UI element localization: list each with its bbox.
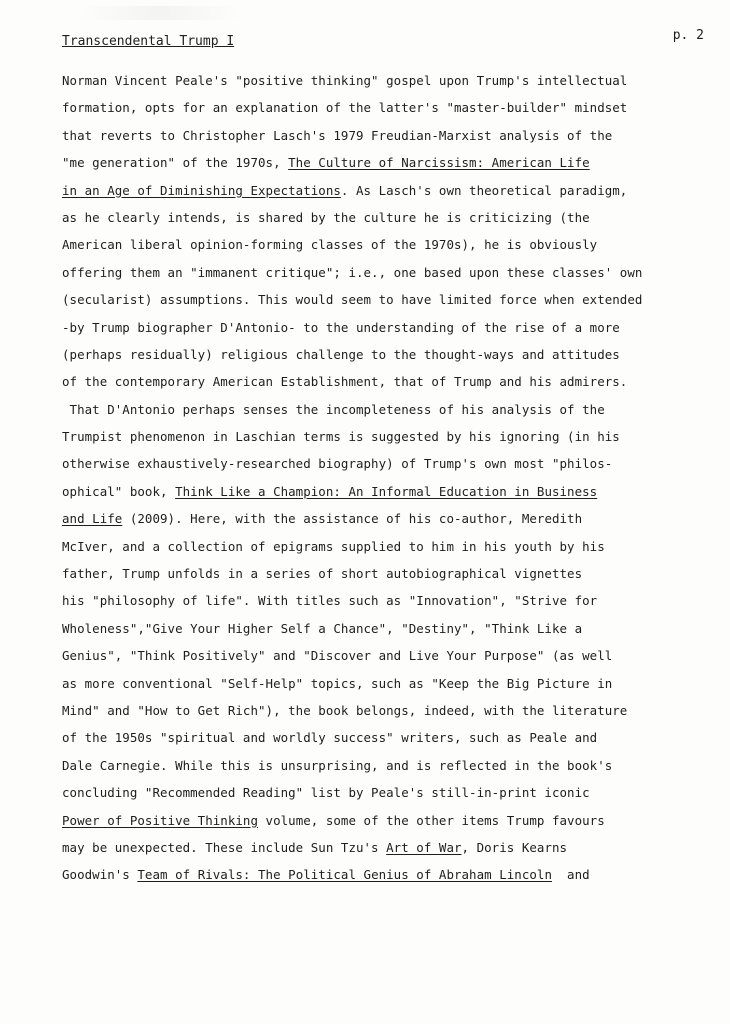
text-line bbox=[62, 538, 730, 565]
text-segment: as he clearly intends, is shared by the culture he is criticizing (the bbox=[62, 209, 590, 225]
text-segment: Genius", "Think Positively" and "Discover and Live Your Purpose" (as well bbox=[62, 648, 613, 664]
text-segment: Dale Carnegie. While this is unsurprising, and is reflected in the book's bbox=[62, 757, 613, 773]
text-segment: "me generation" of the 1970s, bbox=[62, 155, 289, 171]
page-number: p. 2 bbox=[672, 28, 704, 43]
page-header bbox=[62, 28, 712, 54]
text-line bbox=[62, 620, 730, 647]
text-segment: that reverts to Christopher Lasch's 1979 Freudian-Marxist analysis of the bbox=[62, 127, 613, 143]
text-segment: Goodwin's bbox=[62, 867, 138, 883]
text-segment: volume, some of the other items Trump favours bbox=[258, 812, 605, 828]
text-line bbox=[62, 812, 730, 839]
text-line bbox=[62, 565, 730, 592]
underlined-title: in an Age of Diminishing Expectations bbox=[62, 182, 341, 198]
text-segment: and bbox=[551, 867, 590, 883]
text-segment: otherwise exhaustively-researched biography) of Trump's own most "philos- bbox=[62, 456, 613, 472]
text-line bbox=[62, 866, 730, 893]
text-line bbox=[62, 182, 730, 209]
underlined-title: Think Like a Champion: An Informal Education in Business bbox=[175, 483, 598, 499]
text-segment: (2009). Here, with the assistance of his co-author, Meredith bbox=[122, 511, 583, 527]
underlined-title: Power of Positive Thinking bbox=[62, 812, 258, 828]
scan-smudge bbox=[80, 6, 240, 20]
text-segment: Trumpist phenomenon in Laschian terms is suggested by his ignoring (in his bbox=[62, 429, 620, 445]
text-line bbox=[62, 455, 730, 482]
text-line bbox=[62, 428, 730, 455]
text-line bbox=[62, 319, 730, 346]
underlined-title: The Culture of Narcissism: American Life bbox=[288, 155, 590, 171]
text-segment: -by Trump biographer D'Antonio- to the understanding of the rise of a more bbox=[62, 319, 620, 335]
text-segment: (perhaps residually) religious challenge to the thought-ways and attitudes bbox=[62, 346, 620, 362]
text-line bbox=[62, 127, 730, 154]
text-segment: may be unexpected. These include Sun Tzu's bbox=[62, 839, 387, 855]
text-line bbox=[62, 209, 730, 236]
text-segment: American liberal opinion-forming classes of the 1970s), he is obviously bbox=[62, 237, 598, 253]
text-segment: his "philosophy of life". With titles such as "Innovation", "Strive for bbox=[62, 593, 598, 609]
text-line bbox=[62, 483, 730, 510]
underlined-title: Team of Rivals: The Political Genius of Abraham Lincoln bbox=[137, 867, 552, 883]
text-segment: Norman Vincent Peale's "positive thinking" gospel upon Trump's intellectual bbox=[62, 73, 628, 88]
text-line bbox=[62, 647, 730, 674]
text-segment: father, Trump unfolds in a series of short autobiographical vignettes bbox=[62, 566, 583, 582]
text-line bbox=[62, 401, 730, 428]
text-line bbox=[62, 757, 730, 784]
text-line bbox=[62, 291, 730, 318]
text-segment: . As Lasch's own theoretical paradigm, bbox=[340, 182, 628, 198]
text-segment: ophical" book, bbox=[62, 483, 176, 499]
text-line bbox=[62, 72, 730, 99]
body-text bbox=[62, 72, 730, 894]
text-segment: Wholeness","Give Your Higher Self a Chance", "Destiny", "Think Like a bbox=[62, 620, 583, 636]
text-segment: offering them an "immanent critique"; i.e., one based upon these classes' own bbox=[62, 264, 643, 280]
text-line bbox=[62, 729, 730, 756]
text-segment: concluding "Recommended Reading" list by Peale's still-in-print iconic bbox=[62, 785, 590, 801]
text-line bbox=[62, 784, 730, 811]
text-line bbox=[62, 592, 730, 619]
text-line bbox=[62, 346, 730, 373]
text-segment: of the contemporary American Establishment, that of Trump and his admirers. bbox=[62, 374, 628, 390]
text-line bbox=[62, 264, 730, 291]
text-line bbox=[62, 510, 730, 537]
text-line bbox=[62, 702, 730, 729]
text-segment: of the 1950s "spiritual and worldly success" writers, such as Peale and bbox=[62, 730, 598, 746]
underlined-title: Art of War bbox=[386, 839, 462, 855]
text-segment: Mind" and "How to Get Rich"), the book belongs, indeed, with the literature bbox=[62, 702, 628, 718]
text-segment: (secularist) assumptions. This would seem to have limited force when extended bbox=[62, 292, 643, 308]
text-line bbox=[62, 839, 730, 866]
text-segment: That D'Antonio perhaps senses the incompleteness of his analysis of the bbox=[62, 401, 605, 417]
text-segment: McIver, and a collection of epigrams supplied to him in his youth by his bbox=[62, 538, 605, 554]
text-segment: , Doris Kearns bbox=[461, 839, 568, 855]
text-segment: formation, opts for an explanation of the latter's "master-builder" mindset bbox=[62, 100, 628, 116]
text-segment: as more conventional "Self-Help" topics, such as "Keep the Big Picture in bbox=[62, 675, 613, 691]
text-line bbox=[62, 675, 730, 702]
text-line bbox=[62, 373, 730, 400]
underlined-title: and Life bbox=[62, 511, 123, 527]
running-title: Transcendental Trump I bbox=[62, 34, 235, 49]
text-line bbox=[62, 154, 730, 181]
text-line bbox=[62, 99, 730, 126]
text-line bbox=[62, 236, 730, 263]
